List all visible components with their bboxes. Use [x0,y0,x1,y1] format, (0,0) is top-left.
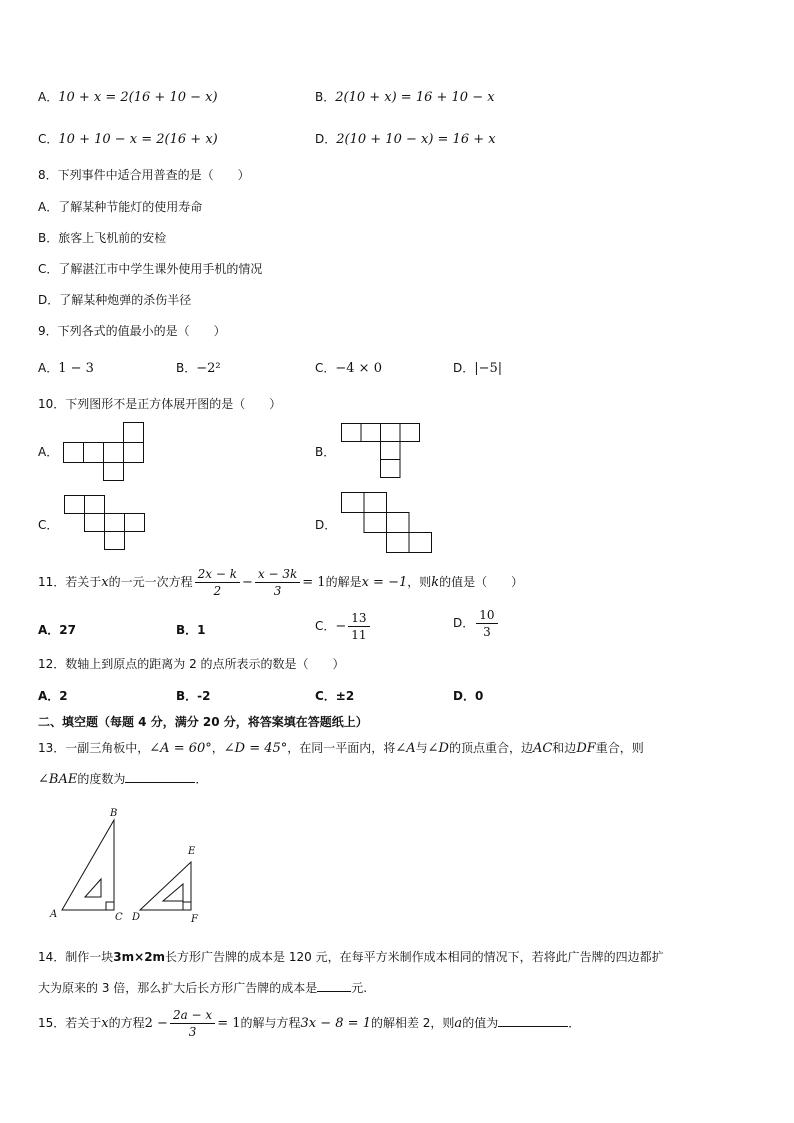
q7-option-a [38,88,218,105]
segment-ac: AC [532,741,553,756]
stem-text: 的方程 [108,1016,145,1030]
label-c: C [115,912,123,923]
option-label: C． [38,132,59,146]
triangle-def-inner [163,884,183,901]
q14-line2 [38,979,367,996]
option-label: D． [453,616,475,630]
angle-bae: ∠BAE [38,772,78,787]
q8-option-b: B．旅客上飞机前的安检 [38,231,167,245]
label-e: E [188,846,196,857]
equation: 2(10 + x) = 16 + 10 − x [335,90,495,105]
q9-stem: 9．下列各式的值最小的是（ ） [38,324,226,338]
label-d: D [132,912,141,923]
q11-option-a: A．27 [38,623,76,637]
option-label: B． [176,361,197,375]
equation: 2(10 + 10 − x) = 16 + x [336,132,496,147]
numerator: 10 [476,607,497,624]
equation-rhs: = 1 [217,1016,241,1031]
fraction-2 [255,566,300,599]
q13-line2 [38,770,207,787]
equation: 10 + 10 − x = 2(16 + x) [58,132,218,147]
stem-text: ， [211,741,224,755]
q10-option-c-label: C． [38,518,59,532]
sign: − [335,619,347,634]
q10-option-a-label: A． [38,445,59,459]
operator: − [242,575,253,590]
q9-option-b [176,359,221,376]
stem-text: 的解与方程 [240,1016,301,1030]
angle-d: ∠D = 45° [223,741,288,756]
stem-text: 13．一副三角板中， [38,741,150,755]
fraction [170,1007,215,1040]
section-heading: 二、填空题（每题 4 分，满分 20 分，将答案填在答题纸上） [38,715,368,729]
q7-option-d [315,130,496,147]
q11-option-d [453,607,500,640]
numerator: 2a − x [170,1007,215,1024]
var-x: x [101,1016,109,1031]
q8-stem: 8．下列事件中适合用普查的是（ ） [38,168,250,182]
q8-option-a: A．了解某种节能灯的使用寿命 [38,200,203,214]
q9-option-d [453,359,502,376]
stem-text: 的顶点重合，边 [448,741,533,755]
expression: −4 × 0 [335,361,382,376]
denominator: 2 [213,584,222,598]
numerator: x − 3k [255,566,300,583]
var-x: x [101,575,109,590]
stem-text: 的值是（ ） [439,575,524,589]
answer-blank[interactable] [498,1014,568,1027]
q9-option-c [315,359,382,376]
answer-blank[interactable] [317,979,351,992]
stem-text: ，则 [407,575,432,589]
angle-symbol: ∠A [395,741,416,756]
expression: −2² [196,361,221,376]
q12-stem: 12．数轴上到原点的距离为 2 的点所表示的数是（ ） [38,657,345,671]
q10-stem: 10．下列图形不是正方体展开图的是（ ） [38,397,282,411]
label-a: A [50,909,58,920]
denominator: 3 [273,584,282,598]
var-a: a [454,1016,463,1031]
cube-net-a [63,422,147,482]
stem-text: 与 [415,741,428,755]
option-label: D． [315,132,337,146]
equation-lhs: 2 − [144,1016,168,1031]
label-f: F [191,914,198,925]
q10-option-d-label: D． [315,518,337,532]
q7-option-b [315,88,495,105]
q12-option-c: C．±2 [315,689,355,703]
stem-text: 15．若关于 [38,1016,102,1030]
numerator: 2x − k [195,566,240,583]
q15-stem [38,1007,580,1040]
cube-net-c [64,495,146,553]
stem-text: 的值为 [462,1016,499,1030]
triangle-figure [48,806,208,924]
q11-option-b: B．1 [176,623,206,637]
option-label: C． [315,361,336,375]
expression: 1 − 3 [58,361,94,376]
stem-text: 元. [351,981,368,995]
q12-option-d: D．0 [453,689,484,703]
var-k: k [431,575,440,590]
numerator: 13 [348,610,369,627]
label-b: B [110,808,118,819]
stem-text: 11．若关于 [38,575,102,589]
option-label: A． [38,90,59,104]
solution: x = −1 [361,575,408,590]
stem-text: 的一元一次方程 [108,575,193,589]
fraction [476,607,497,640]
right-angle-c [106,902,114,910]
stem-text: 长方形广告牌的成本是 120 元，在每平方米制作成本相同的情况下，若将此广告牌的四边都扩 [165,950,664,964]
size: 3m×2m [113,950,166,964]
q11-option-c [315,610,372,643]
stem-text: 大为原来的 3 倍，那么扩大后长方形广告牌的成本是 [38,981,318,995]
fraction-1 [195,566,240,599]
q12-option-b: B．-2 [176,689,211,703]
equation: 10 + x = 2(16 + 10 − x) [58,90,218,105]
q9-option-a [38,359,94,376]
equation-2: 3x − 8 = 1 [300,1016,371,1031]
cube-net-b [341,423,423,479]
stem-text: ． [568,1016,581,1030]
expression: |−5| [474,361,503,376]
q13-line1 [38,739,644,756]
option-label: C． [315,619,336,633]
cube-net-d [341,492,435,556]
segment-df: DF [576,741,596,756]
q8-option-d: D．了解某种炮弹的杀伤半径 [38,293,192,307]
triangle-abc-inner [85,879,101,897]
stem-text: ，在同一平面内，将 [287,741,396,755]
q7-option-c [38,130,218,147]
q14-line1 [38,948,664,965]
stem-text: 和边 [552,741,577,755]
stem-text: 重合，则 [595,741,644,755]
q11-stem [38,566,523,599]
option-label: A． [38,361,59,375]
fraction [348,610,369,643]
stem-text: 的解是 [325,575,362,589]
q10-option-b-label: B． [315,445,336,459]
denominator: 3 [188,1025,197,1039]
right-angle-f [183,902,191,910]
q8-option-c: C．了解湛江市中学生课外使用手机的情况 [38,262,263,276]
denominator: 3 [483,625,491,639]
option-label: D． [453,361,475,375]
stem-text: 的解相差 2，则 [370,1016,455,1030]
equation-rhs: = 1 [302,575,326,590]
stem-text: 的度数为 [77,772,126,786]
stem-text: ． [195,772,208,786]
answer-blank[interactable] [125,770,195,783]
denominator: 11 [351,628,367,642]
angle-a: ∠A = 60° [149,741,212,756]
stem-text: 14．制作一块 [38,950,114,964]
q12-option-a: A．2 [38,689,68,703]
option-label: B． [315,90,336,104]
angle-symbol: ∠D [427,741,449,756]
